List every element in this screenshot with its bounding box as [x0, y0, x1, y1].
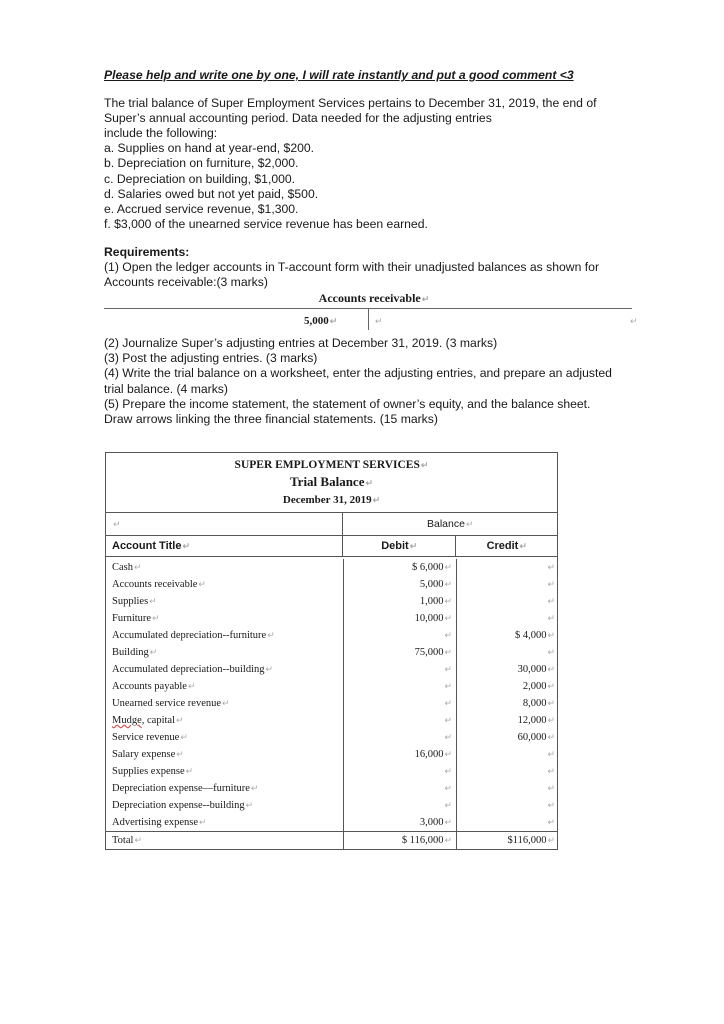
paragraph-mark-icon: ↵ — [199, 817, 207, 827]
credit-cell — [456, 814, 557, 831]
paragraph-mark-icon: ↵ — [182, 541, 191, 551]
paragraph-mark-icon: ↵ — [444, 562, 452, 572]
balance-header-row — [106, 513, 557, 536]
account-title-cell: Building↵ — [112, 647, 158, 658]
table-row — [106, 797, 557, 814]
paragraph-mark-icon: ↵ — [444, 715, 452, 725]
paragraph-mark-icon: ↵ — [365, 478, 374, 488]
account-title-cell: Supplies↵ — [112, 596, 157, 607]
account-title-cell: Furniture↵ — [112, 613, 160, 624]
paragraph-mark-icon: ↵ — [134, 562, 142, 572]
credit-cell — [456, 763, 557, 780]
paragraph-mark-icon: ↵ — [547, 698, 555, 708]
debit-cell — [343, 661, 456, 678]
paragraph-mark-icon: ↵ — [465, 519, 474, 529]
credit-cell: 8,000↵ — [456, 695, 557, 712]
credit-cell — [456, 797, 557, 814]
account-title-cell: Accumulated depreciation--furniture↵ — [112, 630, 275, 641]
account-title-cell: Depreciation expense—furniture↵ — [112, 783, 259, 794]
paragraph-mark-icon: ↵ — [547, 732, 555, 742]
balance-label: Balance↵ — [342, 513, 557, 535]
paragraph-mark-icon: ↵ — [265, 664, 274, 674]
total-credit: $116,000↵ — [456, 832, 557, 849]
trial-balance-table — [105, 452, 558, 850]
column-header-credit: Credit↵ — [455, 536, 557, 556]
requirement-line: (2) Journalize Super’s adjusting entries at December 31, 2019. (3 marks) — [104, 336, 498, 351]
trial-balance-rows — [106, 557, 557, 831]
paragraph-mark-icon: ↵ — [175, 715, 184, 725]
paragraph-mark-icon: ↵ — [185, 766, 194, 776]
trial-balance-header — [106, 453, 557, 513]
paragraph-mark-icon: ↵ — [547, 783, 555, 793]
debit-cell: 3,000↵ — [343, 814, 456, 831]
paragraph-mark-icon: ↵ — [547, 749, 555, 759]
credit-cell: $ 4,000↵ — [456, 627, 557, 644]
paragraph-mark-icon: ↵ — [444, 800, 452, 810]
paragraph-mark-icon: ↵ — [113, 519, 121, 529]
paragraph-mark-icon: ↵ — [519, 541, 527, 551]
table-row — [106, 814, 557, 831]
t-account-debit-balance: 5,000↵ — [304, 315, 338, 328]
adjustment-item: c. Depreciation on building, $1,000. — [104, 171, 296, 186]
paragraph-mark-icon: ↵ — [444, 732, 452, 742]
intro-line: The trial balance of Super Employment Services pertains to December 31, 2019, the end of — [104, 96, 597, 111]
adjustment-item: f. $3,000 of the unearned service revenue has been earned. — [104, 216, 428, 231]
debit-cell — [343, 627, 456, 644]
paragraph-mark-icon: ↵ — [180, 732, 188, 742]
requirement-line: (5) Prepare the income statement, the statement of owner’s equity, and the balance sheet. — [104, 396, 591, 411]
paragraph-mark-icon: ↵ — [152, 613, 160, 623]
paragraph-mark-icon: ↵ — [547, 664, 555, 674]
adjustment-item: e. Accrued service revenue, $1,300. — [104, 201, 299, 216]
account-title-cell: Cash↵ — [112, 562, 142, 573]
debit-cell: $ 6,000↵ — [343, 559, 456, 576]
intro-line: include the following: — [104, 126, 218, 141]
paragraph-mark-icon: ↵ — [444, 698, 452, 708]
paragraph-mark-icon: ↵ — [250, 783, 259, 793]
requirement-line: Draw arrows linking the three financial statements. (15 marks) — [104, 411, 438, 426]
column-header-debit: Debit↵ — [342, 536, 455, 556]
account-title-cell: Supplies expense↵ — [112, 766, 194, 777]
account-title-cell: Salary expense↵ — [112, 749, 184, 760]
company-name: SUPER EMPLOYMENT SERVICES↵ — [234, 459, 429, 471]
table-row — [106, 593, 557, 610]
paragraph-mark-icon: ↵ — [187, 681, 196, 691]
credit-cell — [456, 576, 557, 593]
paragraph-mark-icon: ↵ — [547, 817, 555, 827]
table-row — [106, 780, 557, 797]
debit-cell: 5,000↵ — [343, 576, 456, 593]
statement-date: December 31, 2019↵ — [282, 494, 381, 506]
account-title-cell: Service revenue↵ — [112, 732, 188, 743]
credit-cell: 30,000↵ — [456, 661, 557, 678]
requirement-line: (3) Post the adjusting entries. (3 marks) — [104, 351, 318, 366]
paragraph-mark-icon: ↵ — [409, 541, 418, 551]
paragraph-mark-icon: ↵ — [444, 596, 452, 606]
requirement-line: (1) Open the ledger accounts in T-account form with their unadjusted balances as shown for — [104, 260, 599, 275]
paragraph-mark-icon: ↵ — [444, 613, 452, 623]
credit-cell — [456, 559, 557, 576]
paragraph-mark-icon: ↵ — [547, 630, 555, 640]
account-title-cell: Unearned service revenue↵ — [112, 698, 230, 709]
table-row — [106, 746, 557, 763]
credit-cell — [456, 746, 557, 763]
t-account — [104, 292, 664, 336]
credit-cell — [456, 593, 557, 610]
debit-cell: 75,000↵ — [343, 644, 456, 661]
requirements-heading: Requirements: — [104, 244, 190, 259]
table-row — [106, 695, 557, 712]
debit-cell — [343, 712, 456, 729]
paragraph-mark-icon: ↵ — [245, 800, 254, 810]
credit-cell — [456, 610, 557, 627]
total-debit: $ 116,000↵ — [343, 832, 456, 849]
paragraph-mark-icon: ↵ — [375, 316, 383, 327]
credit-cell: 60,000↵ — [456, 729, 557, 746]
table-row — [106, 610, 557, 627]
requirement-line: Accounts receivable:(3 marks) — [104, 275, 268, 290]
debit-cell: 16,000↵ — [343, 746, 456, 763]
intro-line: Super’s annual accounting period. Data needed for the adjusting entries — [104, 111, 492, 126]
credit-cell: 12,000↵ — [456, 712, 557, 729]
debit-cell — [343, 763, 456, 780]
paragraph-mark-icon: ↵ — [444, 630, 452, 640]
paragraph-mark-icon: ↵ — [444, 766, 452, 776]
table-row — [106, 576, 557, 593]
paragraph-mark-icon: ↵ — [547, 613, 555, 623]
paragraph-mark-icon: ↵ — [444, 783, 452, 793]
paragraph-mark-icon: ↵ — [547, 800, 555, 810]
paragraph-mark-icon: ↵ — [547, 766, 555, 776]
credit-cell: 2,000↵ — [456, 678, 557, 695]
adjustment-item: a. Supplies on hand at year-end, $200. — [104, 141, 315, 156]
document-body — [104, 68, 664, 427]
account-title-cell: Accounts payable↵ — [112, 681, 196, 692]
paragraph-mark-icon: ↵ — [267, 630, 275, 640]
t-account-title: Accounts receivable↵ — [318, 291, 430, 306]
account-title-cell: Accumulated depreciation--building↵ — [112, 664, 274, 675]
paragraph-mark-icon: ↵ — [372, 495, 381, 505]
paragraph-mark-icon: ↵ — [444, 579, 452, 589]
total-label: Total↵ — [112, 835, 142, 846]
adjustment-item: b. Depreciation on furniture, $2,000. — [104, 156, 299, 171]
paragraph-mark-icon: ↵ — [134, 835, 142, 845]
paragraph-mark-icon: ↵ — [547, 835, 555, 845]
total-row — [106, 831, 557, 849]
paragraph-mark-icon: ↵ — [547, 647, 555, 657]
paragraph-mark-icon: ↵ — [444, 664, 452, 674]
debit-cell: 10,000↵ — [343, 610, 456, 627]
column-header-row — [106, 536, 557, 557]
adjustment-item: d. Salaries owed but not yet paid, $500. — [104, 186, 319, 201]
paragraph-mark-icon: ↵ — [198, 579, 206, 589]
table-row — [106, 678, 557, 695]
credit-cell — [456, 780, 557, 797]
paragraph-mark-icon: ↵ — [630, 316, 638, 327]
statement-name: Trial Balance↵ — [289, 474, 374, 489]
debit-cell — [343, 695, 456, 712]
paragraph-mark-icon: ↵ — [420, 460, 429, 470]
paragraph-mark-icon: ↵ — [222, 698, 230, 708]
paragraph-mark-icon: ↵ — [547, 715, 555, 725]
paragraph-mark-icon: ↵ — [421, 294, 430, 305]
account-title-cell: Depreciation expense--building↵ — [112, 800, 254, 811]
paragraph-mark-icon: ↵ — [176, 749, 184, 759]
paragraph-mark-icon: ↵ — [444, 817, 452, 827]
table-row — [106, 644, 557, 661]
paragraph-mark-icon: ↵ — [547, 596, 555, 606]
account-title-cell: Advertising expense↵ — [112, 817, 207, 828]
debit-cell — [343, 797, 456, 814]
paragraph-mark-icon: ↵ — [444, 749, 452, 759]
debit-cell — [343, 678, 456, 695]
table-row — [106, 763, 557, 780]
debit-cell — [343, 780, 456, 797]
requirement-line: (4) Write the trial balance on a worksheet, enter the adjusting entries, and prepare an adjusted — [104, 366, 612, 381]
account-title-cell: Accounts receivable↵ — [112, 579, 206, 590]
table-row — [106, 712, 557, 729]
paragraph-mark-icon: ↵ — [329, 316, 338, 327]
table-row — [106, 729, 557, 746]
paragraph-mark-icon: ↵ — [149, 596, 157, 606]
paragraph-mark-icon: ↵ — [444, 647, 452, 657]
table-row — [106, 661, 557, 678]
table-row — [106, 627, 557, 644]
debit-cell: 1,000↵ — [343, 593, 456, 610]
paragraph-mark-icon: ↵ — [149, 647, 158, 657]
paragraph-mark-icon: ↵ — [547, 579, 555, 589]
paragraph-mark-icon: ↵ — [547, 562, 555, 572]
t-account-vertical-rule — [368, 308, 369, 330]
paragraph-mark-icon: ↵ — [547, 681, 555, 691]
table-row — [106, 559, 557, 576]
debit-cell — [343, 729, 456, 746]
page-title: Please help and write one by one, I will rate instantly and put a good comment <3 — [104, 68, 574, 82]
paragraph-mark-icon: ↵ — [444, 835, 452, 845]
account-title-cell: Mudge, capital↵ — [112, 715, 184, 726]
column-header-account: Account Title↵ — [112, 540, 191, 552]
paragraph-mark-icon: ↵ — [444, 681, 452, 691]
credit-cell — [456, 644, 557, 661]
requirement-line: trial balance. (4 marks) — [104, 381, 228, 396]
